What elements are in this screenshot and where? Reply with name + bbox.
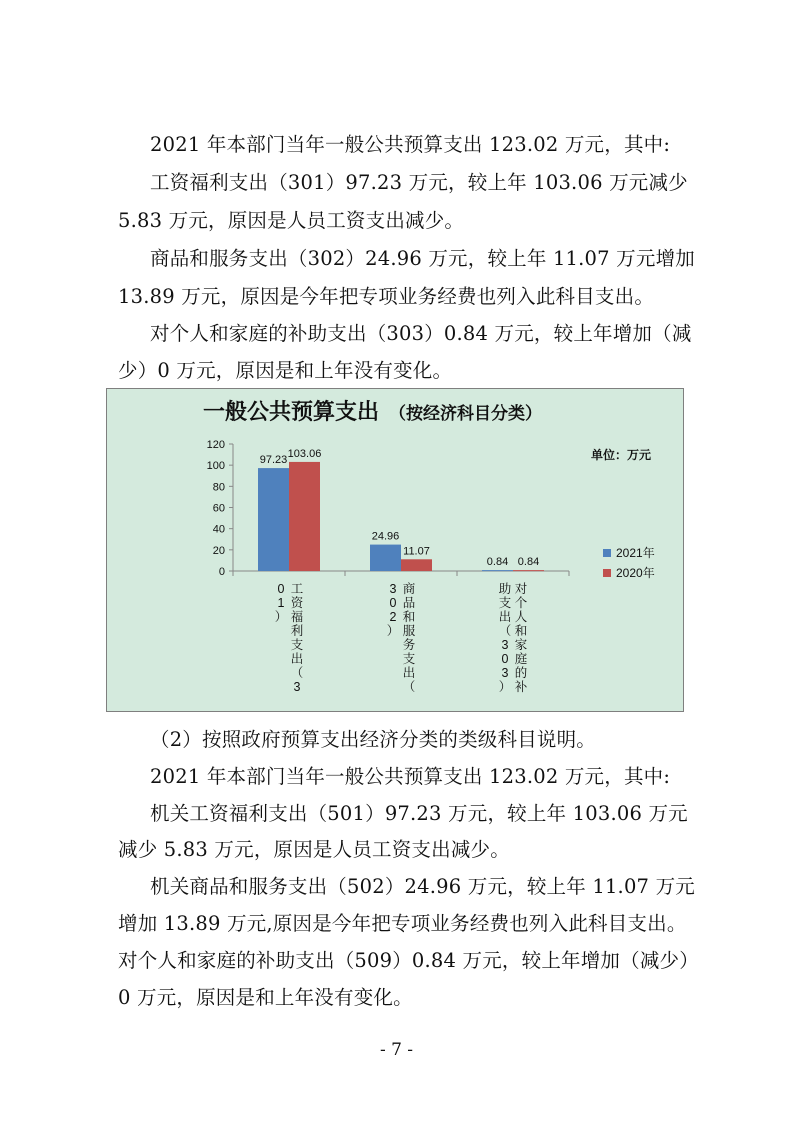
x-category-char: 工 — [290, 582, 304, 596]
x-category-char: 1 — [277, 596, 285, 610]
y-tick-label: 80 — [212, 481, 225, 494]
paragraph-line: 增加 13.89 万元,原因是今年把专项业务经费也列入此科目支出。 — [118, 912, 687, 935]
data-label: 24.96 — [371, 530, 400, 543]
paragraph-line: 对个人和家庭的补助支出（303）0.84 万元，较上年增加（减 — [150, 322, 692, 345]
y-tick-label: 60 — [212, 502, 225, 515]
bar-2020年 — [513, 570, 544, 571]
x-category-label — [275, 582, 304, 694]
chart-subtitle: （按经济科目分类） — [389, 404, 542, 423]
x-category-char: 3 — [389, 582, 397, 596]
x-category-char: 支 — [290, 638, 304, 652]
x-category-char: 和 — [514, 624, 528, 638]
page-number: - 7 - — [379, 1040, 414, 1060]
x-category-char: 出 — [402, 666, 416, 680]
paragraph-line: 少）0 万元，原因是和上年没有变化。 — [118, 359, 453, 382]
x-category-char: （ — [402, 680, 416, 694]
paragraph-line: 2021 年本部门当年一般公共预算支出 123.02 万元，其中: — [150, 765, 671, 788]
unit-label: 单位：万元 — [591, 448, 652, 462]
x-category-char: 家 — [514, 638, 528, 652]
data-label: 103.06 — [287, 447, 322, 460]
x-category-char: 出 — [498, 610, 512, 624]
bar-2020年 — [289, 462, 320, 571]
x-category-char: 3 — [501, 638, 509, 652]
bar-2021年 — [482, 570, 513, 571]
x-category-char: 出 — [290, 652, 304, 666]
x-category-char: 对 — [514, 582, 528, 596]
x-category-char: 3 — [293, 680, 301, 694]
legend-swatch — [603, 569, 611, 577]
x-category-char: 助 — [498, 582, 512, 596]
data-label: 0.84 — [486, 556, 509, 569]
x-category-char: 服 — [402, 624, 416, 638]
paragraph-line: 工资福利支出（301）97.23 万元，较上年 103.06 万元减少 — [150, 171, 688, 194]
budget-chart — [106, 388, 684, 712]
paragraph-line: 商品和服务支出（302）24.96 万元，较上年 11.07 万元增加 — [150, 247, 695, 270]
legend-swatch — [603, 549, 611, 557]
x-category-char: 品 — [402, 596, 416, 610]
paragraph-line: 机关工资福利支出（501）97.23 万元，较上年 103.06 万元 — [150, 802, 688, 825]
x-category-label — [387, 581, 416, 694]
x-category-char: 个 — [514, 596, 528, 610]
data-label: 0.84 — [517, 556, 540, 569]
x-category-char: 利 — [290, 624, 304, 638]
y-tick-label: 20 — [212, 544, 225, 557]
x-category-char: 补 — [514, 680, 528, 694]
x-category-char: 0 — [277, 582, 285, 596]
x-category-char: 资 — [290, 596, 304, 610]
bar-2021年 — [370, 545, 401, 571]
paragraph-line: 13.89 万元，原因是今年把专项业务经费也列入此科目支出。 — [118, 285, 655, 308]
y-tick-label: 100 — [206, 460, 225, 473]
x-category-char: 0 — [501, 652, 509, 666]
chart-title: 一般公共预算支出 — [203, 399, 380, 424]
paragraph-line: 减少 5.83 万元，原因是人员工资支出减少。 — [118, 838, 510, 861]
bar-2020年 — [401, 559, 432, 571]
paragraph-line: 2021 年本部门当年一般公共预算支出 123.02 万元，其中: — [150, 133, 671, 156]
y-tick-label: 40 — [212, 523, 225, 536]
x-category-char: 支 — [402, 652, 416, 666]
data-label: 97.23 — [259, 454, 288, 467]
legend-label: 2020年 — [616, 566, 655, 580]
x-category-char: 务 — [402, 638, 416, 652]
x-category-char: 的 — [514, 666, 528, 680]
y-tick-label: 120 — [206, 439, 225, 451]
chart-svg — [107, 389, 685, 713]
x-category-char: ） — [274, 610, 288, 624]
paragraph-line: （2）按照政府预算支出经济分类的类级科目说明。 — [150, 728, 597, 751]
paragraph-line: 机关商品和服务支出（502）24.96 万元，较上年 11.07 万元 — [150, 875, 695, 898]
x-category-char: （ — [498, 624, 512, 638]
x-category-char: 0 — [389, 596, 397, 610]
x-category-char: 2 — [389, 610, 397, 624]
x-category-char: 商 — [402, 582, 416, 596]
legend-label: 2021年 — [616, 546, 655, 560]
paragraph-line: 对个人和家庭的补助支出（509）0.84 万元，较上年增加（减少） — [118, 949, 699, 972]
x-category-char: ） — [498, 680, 512, 694]
x-category-label — [499, 581, 528, 694]
x-category-char: （ — [290, 666, 304, 680]
x-category-char: 庭 — [514, 652, 528, 666]
data-label: 11.07 — [403, 545, 430, 558]
x-category-char: 人 — [514, 610, 528, 624]
paragraph-line: 5.83 万元，原因是人员工资支出减少。 — [118, 209, 465, 232]
paragraph-line: 0 万元，原因是和上年没有变化。 — [118, 986, 413, 1009]
x-category-char: ） — [386, 624, 400, 638]
bar-2021年 — [258, 468, 289, 571]
x-category-char: 3 — [501, 666, 509, 680]
x-category-char: 福 — [290, 610, 304, 624]
x-category-char: 支 — [498, 596, 512, 610]
y-tick-label: 0 — [218, 566, 225, 578]
x-category-char: 和 — [402, 610, 416, 624]
